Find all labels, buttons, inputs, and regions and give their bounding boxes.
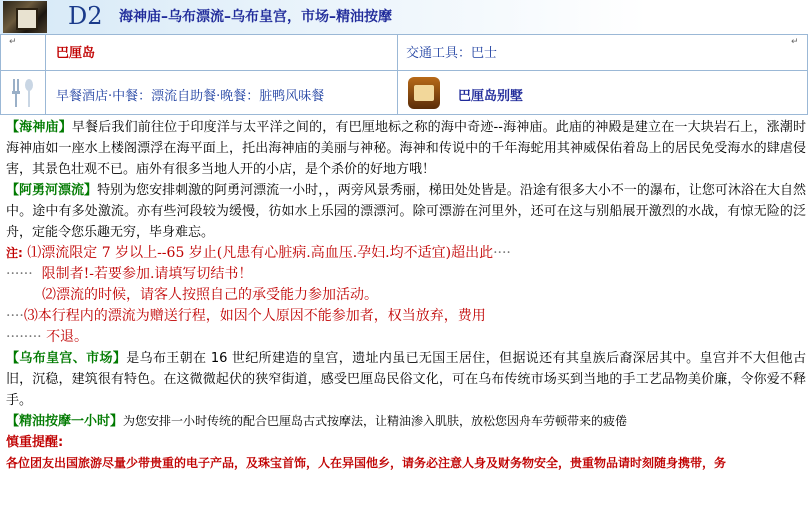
warning-title: 慎重提醒:: [6, 435, 64, 450]
warning-text: 各位团友出国旅游尽量少带贵重的电子产品，及珠宝首饰，人在异国他乡，请务必注意人身及财务物安全，贵重物品请时刻随身携带，务: [6, 456, 727, 470]
notes-line-2: ······ 限制者!-若要参加.请填写切结书！: [6, 266, 253, 282]
notes-line-5: ········ 不退。: [6, 329, 89, 345]
rafting-text: 特别为您安排刺激的阿勇河漂流一小时，，两旁风景秀丽，梯田处处皆是。沿途有很多大小不一的瀑布，让您可沐浴在大自然中。途中有多处激流。亦有些河段较为缓慢，彷如水上乐园的漂漂河。除可漂游在河里外，还可在这与别船展开激烈的水战，有惊无险的泛舟，定能令您乐趣无穷，毕身难忘。: [6, 183, 806, 240]
header-photo: [3, 1, 47, 33]
massage-tag: 【精油按摩一小时】: [6, 414, 124, 429]
paragraph-mark: ↵: [9, 37, 17, 47]
itinerary-body: [6, 117, 806, 473]
info-row-meals: [0, 71, 808, 115]
palace-tag: 【乌布皇宫、市场】: [6, 351, 127, 366]
temple-text: 早餐后我们前往位于印度洋与太平洋之间的，有巴厘地标之称的海中奇迹--海神庙。此庙的神殿是建立在一大块岩石上，涨潮时海神庙如一座水上楼阁漂浮在海平面上，托出海神庙的美丽与神秘。海神和传说中的千年海蛇用其神威保佑着岛上的居民免受海水的肆虐侵害，其景色壮观不已。庙外有很多当地人开的小店，是个杀价的好地方哦！: [6, 120, 806, 177]
rafting-paragraph: [6, 180, 806, 243]
temple-tag: 【海神庙】: [6, 120, 72, 135]
hotel-text: 巴厘岛别墅: [458, 89, 524, 104]
day-number: D2: [68, 2, 103, 30]
notes-line-3: ⑵漂流的时候，请客人按照自己的承受能力参加活动。: [42, 287, 378, 303]
day-header: [0, 0, 809, 34]
palace-text: 是乌布王朝在 16 世纪所建造的皇宫，遗址内虽已无国王居住，但据说还有其皇族后裔深居其中。皇宫并不大但他古旧，沉稳，建筑很有特色。在这微微起伏的狭窄街道，感受巴厘岛民俗文化，可在乌布传统市场买到当地的手工艺品物美价廉，令你爱不释手。: [6, 351, 806, 408]
notes-line-4: ····⑶本行程内的漂流为赠送行程，如因个人原因不能参加者，权当放弃，费用: [6, 308, 486, 324]
temple-paragraph: [6, 117, 806, 180]
info-row-location: ↵ 巴厘岛 交通工具：巴士 ↵: [0, 34, 808, 71]
location-text: 巴厘岛: [56, 46, 96, 61]
palace-paragraph: [6, 348, 806, 411]
day-title: 海神庙–乌布漂流–乌布皇宫，市场–精油按摩: [119, 9, 392, 25]
massage-paragraph: [6, 411, 806, 432]
massage-text: 为您安排一小时传统的配合巴厘岛古式按摩法，让精油渗入肌肤，放松您因舟车劳顿带来的疲倦: [123, 414, 628, 428]
meals-text: 早餐酒店·中餐：漂流自助餐·晚餐：脏鸭风味餐: [56, 89, 325, 104]
rafting-tag: 【阿勇河漂流】: [6, 183, 98, 198]
notes-line-1: 注: ⑴漂流限定 7 岁以上--65 岁止(凡患有心脏病.高血压.孕妇.均不适宜)超出此····: [6, 245, 511, 261]
hotel-icon: [408, 77, 440, 109]
transport-text: 交通工具：巴士: [406, 46, 498, 61]
notes-label: 注:: [6, 246, 23, 260]
dining-icon: [9, 77, 39, 109]
